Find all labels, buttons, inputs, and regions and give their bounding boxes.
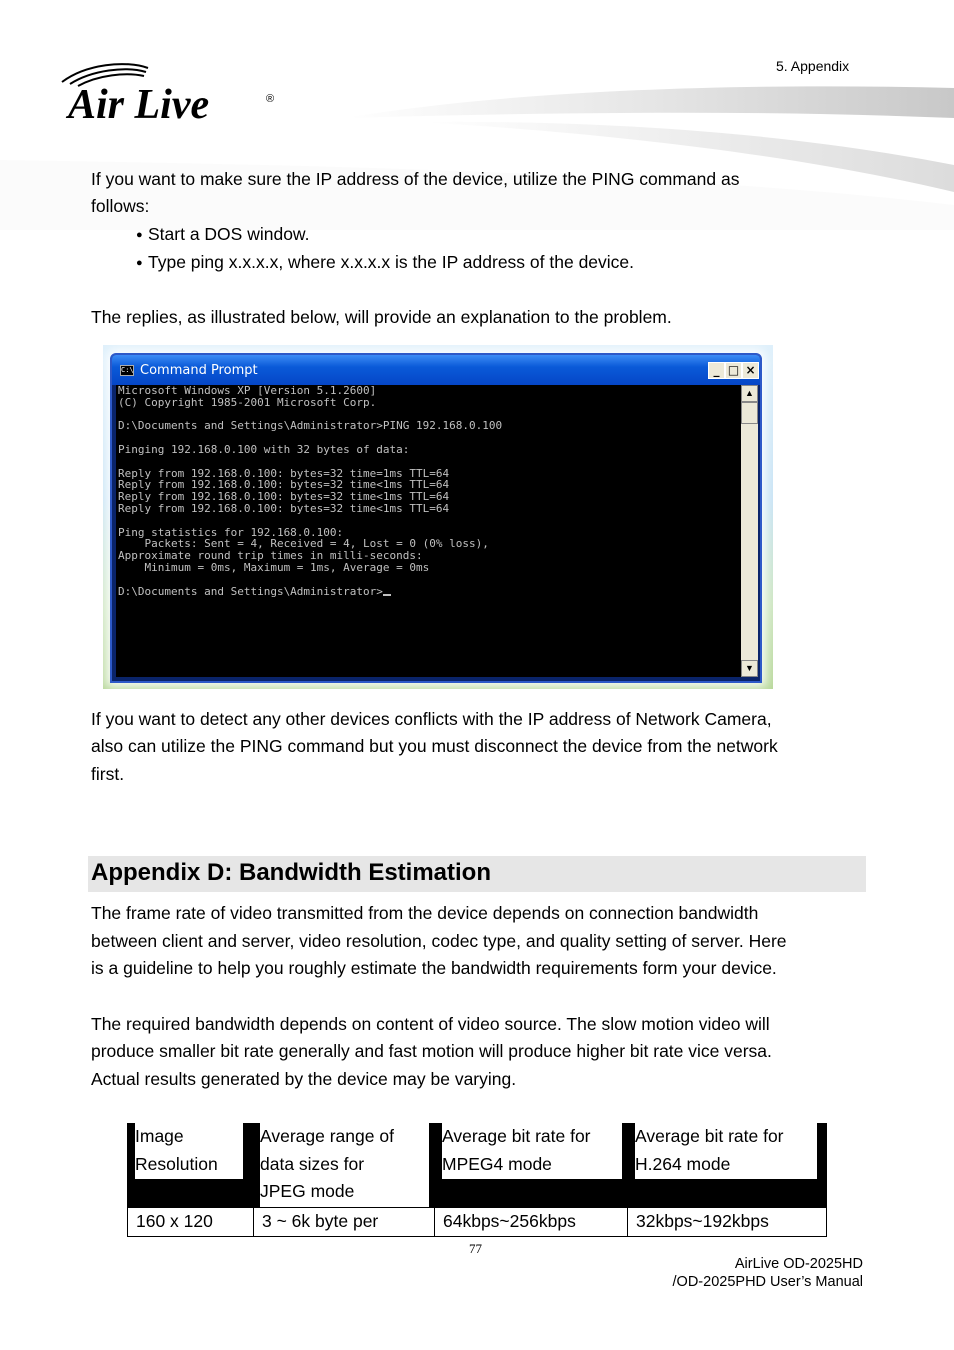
section-label: 5. Appendix	[776, 58, 850, 74]
bandwidth-line-1: The frame rate of video transmitted from the device depends on connection bandwidth	[91, 903, 759, 923]
console-line	[118, 574, 502, 586]
console-line: D:\Documents and Settings\Administrator>PING 192.168.0.100	[118, 419, 503, 433]
console-line: Reply from 192.168.0.100: bytes=32 time<1ms TTL=64	[118, 490, 450, 504]
scroll-thumb[interactable]	[741, 402, 758, 424]
console-line: Pinging 192.168.0.100 with 32 bytes of data:	[118, 442, 410, 456]
logo-text: Air Live	[68, 82, 210, 128]
page-number: 77	[469, 1241, 482, 1256]
table-cell: 64kbps~256kbps	[443, 1211, 576, 1231]
scroll-up-icon[interactable]: ▲	[741, 385, 758, 402]
footer-product: AirLive OD-2025HD	[734, 1256, 863, 1272]
scroll-down-icon[interactable]: ▼	[741, 660, 758, 677]
console-line: Microsoft Windows XP [Version 5.1.2600]	[118, 385, 377, 397]
table-header	[127, 1123, 827, 1207]
maximize-button[interactable]: □	[725, 362, 742, 379]
table-header-cell: Average bit rate for MPEG4 mode	[442, 1123, 622, 1179]
console-line: Packets: Sent = 4, Received = 4, Lost = 0 (0% loss),	[118, 537, 489, 551]
console-line	[118, 515, 502, 527]
appendix-heading: Appendix D: Bandwidth Estimation	[91, 859, 491, 886]
console-line: (C) Copyright 1985-2001 Microsoft Corp.	[118, 395, 377, 409]
console-text	[118, 385, 502, 597]
intro-line-1: If you want to make sure the IP address of the device, utilize the PING command as	[91, 169, 740, 189]
console-line: Reply from 192.168.0.100: bytes=32 time<1ms TTL=64	[118, 478, 450, 492]
console-line: Approximate round trip times in milli-seconds:	[118, 549, 423, 563]
bullet-dot-icon: ●	[136, 229, 143, 241]
console-line	[118, 456, 502, 468]
replies-paragraph: The replies, as illustrated below, will provide an explanation to the problem.	[91, 307, 672, 327]
cursor-icon	[383, 594, 391, 596]
bandwidth-line-5: produce smaller bit rate generally and fast motion will produce higher bit rate vice versa.	[91, 1041, 772, 1061]
console-icon: C:\	[121, 366, 134, 374]
command-prompt-window	[110, 353, 762, 683]
footer-manual: /OD-2025PHD User’s Manual	[672, 1274, 863, 1290]
conflict-line-3: first.	[91, 764, 125, 784]
intro-line-2: follows:	[91, 196, 150, 216]
bandwidth-line-2: between client and server, video resolution, codec type, and quality setting of server. Here	[91, 931, 787, 951]
conflict-line-2: also can utilize the PING command but you must disconnect the device from the network	[91, 736, 778, 756]
window-title-bar[interactable]	[112, 355, 760, 385]
console-line: Minimum = 0ms, Maximum = 1ms, Average = 0ms	[118, 560, 430, 574]
console-line: Reply from 192.168.0.100: bytes=32 time<1ms TTL=64	[118, 501, 450, 515]
airlive-logo	[56, 60, 286, 130]
vertical-scrollbar[interactable]	[741, 385, 758, 677]
console-line: Reply from 192.168.0.100: bytes=32 time=1ms TTL=64	[118, 466, 450, 480]
bullet-item: ● Start a DOS window.	[136, 221, 309, 249]
table-header-cell: Average range of data sizes for JPEG mode	[260, 1123, 429, 1207]
bandwidth-line-4: The required bandwidth depends on content of video source. The slow motion video will	[91, 1014, 770, 1034]
svg-text:®: ®	[266, 93, 275, 105]
console-line: D:\Documents and Settings\Administrator>	[118, 586, 502, 598]
minimize-button[interactable]: _	[708, 362, 725, 379]
table-cell: 32kbps~192kbps	[636, 1211, 769, 1231]
table-header-cell: Average bit rate for H.264 mode	[635, 1123, 817, 1179]
conflict-line-1: If you want to detect any other devices conflicts with the IP address of Network Camera,	[91, 709, 772, 729]
bullet-dot-icon: ●	[136, 257, 143, 269]
bullet-item: ● Type ping x.x.x.x, where x.x.x.x is the IP address of the device.	[136, 249, 634, 277]
table-header-cell: Image Resolution	[135, 1123, 243, 1179]
table-row	[127, 1207, 827, 1237]
table-cell: 3 ~ 6k byte per	[262, 1211, 379, 1231]
window-title: Command Prompt	[140, 363, 258, 378]
close-button[interactable]: ×	[742, 362, 759, 379]
console-line: Ping statistics for 192.168.0.100:	[118, 525, 344, 539]
bandwidth-line-3: is a guideline to help you roughly estimate the bandwidth requirements form your device.	[91, 958, 777, 978]
bandwidth-line-6: Actual results generated by the device may be varying.	[91, 1069, 517, 1089]
table-cell: 160 x 120	[136, 1211, 213, 1231]
console-output[interactable]	[116, 385, 741, 677]
